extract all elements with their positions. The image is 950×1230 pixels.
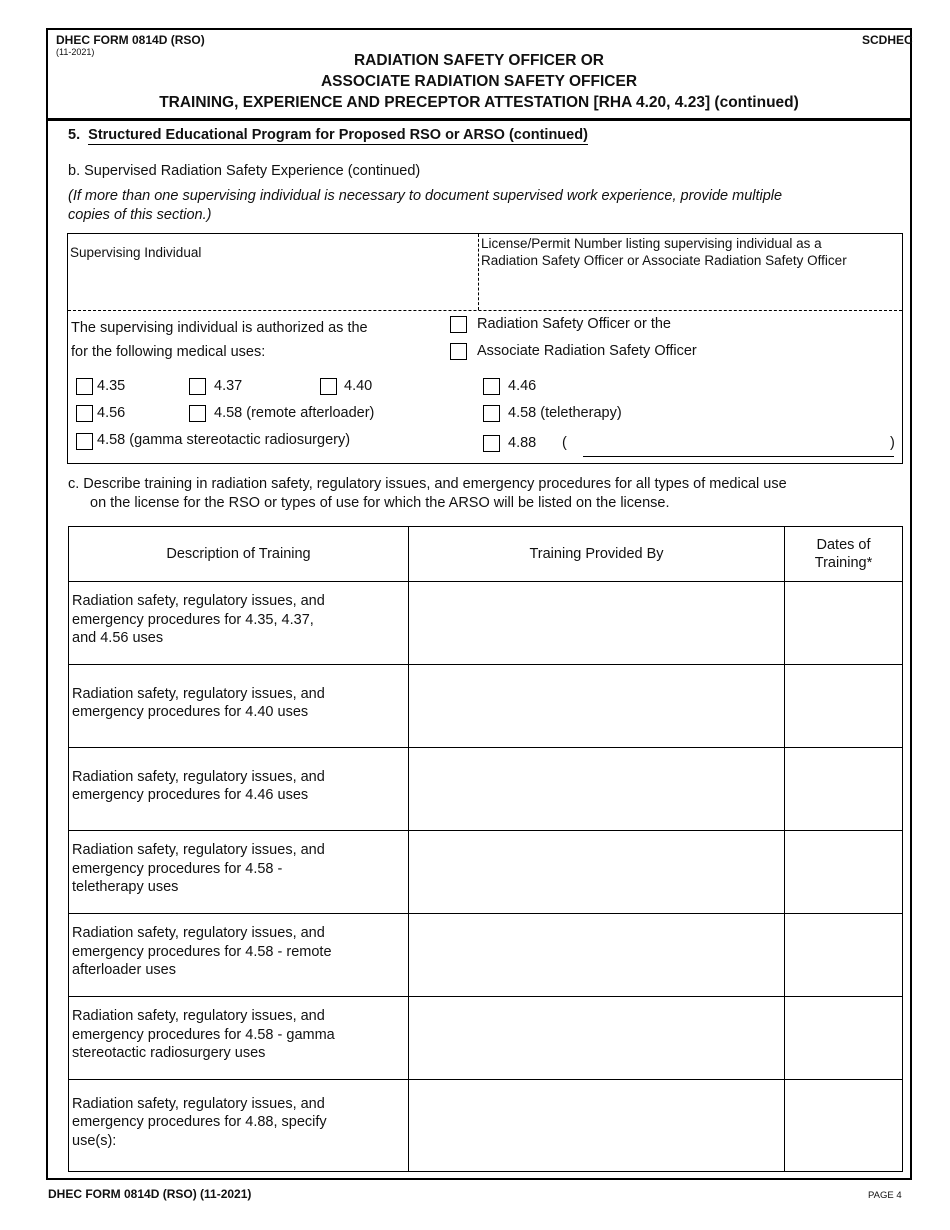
arso-checkbox[interactable] xyxy=(450,343,467,360)
use-4-35-checkbox[interactable] xyxy=(76,378,93,395)
page-number: PAGE 4 xyxy=(868,1190,902,1201)
table-row xyxy=(69,997,903,1080)
description-line: stereotactic radiosurgery uses xyxy=(72,1045,266,1062)
training-table xyxy=(68,526,903,1172)
training-table-header xyxy=(69,527,903,582)
description-line: emergency procedures for 4.46 uses xyxy=(72,787,309,803)
use-4-58-teletherapy-label: 4.58 (teletherapy) xyxy=(508,405,622,421)
use-4-56-checkbox[interactable] xyxy=(76,405,93,422)
training-provided-by-field[interactable] xyxy=(409,1080,785,1172)
section-5-heading xyxy=(68,127,588,143)
use-4-58-gamma-label: 4.58 (gamma stereotactic radiosurgery) xyxy=(97,432,351,448)
description-line: Radiation safety, regulatory issues, and xyxy=(72,842,325,859)
use-4-58-remote-afterloader-label: 4.58 (remote afterloader) xyxy=(214,405,375,421)
training-provided-by-field[interactable] xyxy=(409,748,785,831)
use-4-35-label: 4.35 xyxy=(97,378,126,394)
table-row xyxy=(69,582,903,665)
training-provided-by-field[interactable] xyxy=(409,665,785,748)
use-4-58-remote-afterloader-checkbox[interactable] xyxy=(189,405,206,422)
training-description xyxy=(69,1080,409,1172)
description-line: Radiation safety, regulatory issues, and xyxy=(72,925,325,942)
agency-name: SCDHEC xyxy=(862,33,913,47)
license-label-line2: Radiation Safety Officer or Associate Radiation Safety Officer xyxy=(481,253,847,268)
training-provided-by-field[interactable] xyxy=(409,831,785,914)
footer-form-id: DHEC FORM 0814D (RSO) (11-2021) xyxy=(48,1187,252,1201)
form-title-line3: TRAINING, EXPERIENCE AND PRECEPTOR ATTESTATION [RHA 4.20, 4.23] (continued) xyxy=(159,94,799,111)
use-4-40-checkbox[interactable] xyxy=(320,378,337,395)
description-line: Radiation safety, regulatory issues, and xyxy=(72,1095,325,1112)
use-4-37-label: 4.37 xyxy=(214,378,243,394)
header-provided-by: Training Provided By xyxy=(409,527,785,582)
supervisor-box-separator xyxy=(68,310,902,311)
table-row xyxy=(69,831,903,914)
header-dates-line1: Dates of xyxy=(816,537,871,553)
description-line: emergency procedures for 4.58 - gamma xyxy=(72,1026,335,1043)
training-dates-field[interactable] xyxy=(785,748,903,831)
description-line: afterloader uses xyxy=(72,962,176,979)
rso-checkbox-label: Radiation Safety Officer or the xyxy=(477,316,671,332)
description-line: emergency procedures for 4.58 - remote xyxy=(72,943,332,960)
supervisor-box-divider xyxy=(478,234,479,310)
subsection-c-line1: c. Describe training in radiation safety, regulatory issues, and emergency procedures for all types of medical use xyxy=(68,476,787,492)
description-line: Radiation safety, regulatory issues, and xyxy=(72,1008,325,1025)
description-line: emergency procedures for 4.35, 4.37, xyxy=(72,611,314,628)
use-4-88-paren-open: ( xyxy=(562,435,567,451)
form-title-line1: RADIATION SAFETY OFFICER OR xyxy=(353,52,604,69)
use-4-58-gamma-checkbox[interactable] xyxy=(76,433,93,450)
training-dates-field[interactable] xyxy=(785,997,903,1080)
arso-checkbox-label: Associate Radiation Safety Officer xyxy=(477,343,697,359)
authorized-text-line2: for the following medical uses: xyxy=(71,344,266,360)
training-description xyxy=(69,997,409,1080)
training-description xyxy=(69,914,409,997)
form-title-line2: ASSOCIATE RADIATION SAFETY OFFICER xyxy=(320,73,638,90)
subsection-b-note-line2: copies of this section.) xyxy=(68,207,212,223)
subsection-b-note-line1: (If more than one supervising individual is necessary to document supervised work experience, provide multiple xyxy=(68,188,783,204)
training-description xyxy=(69,748,409,831)
description-line: Radiation safety, regulatory issues, and xyxy=(72,685,325,702)
use-4-37-checkbox[interactable] xyxy=(189,378,206,395)
description-line: teletherapy uses xyxy=(72,879,179,896)
rso-checkbox[interactable] xyxy=(450,316,467,333)
training-dates-field[interactable] xyxy=(785,831,903,914)
use-4-88-label: 4.88 xyxy=(508,435,537,451)
training-dates-field[interactable] xyxy=(785,582,903,665)
use-4-88-paren-close: ) xyxy=(890,435,895,451)
training-provided-by-field[interactable] xyxy=(409,582,785,665)
training-dates-field[interactable] xyxy=(785,665,903,748)
use-4-58-teletherapy-checkbox[interactable] xyxy=(483,405,500,422)
description-line: use(s): xyxy=(72,1132,117,1149)
license-label-line1: License/Permit Number listing supervising individual as a xyxy=(481,236,822,251)
header-dates-line2: Training* xyxy=(814,555,873,571)
license-number-field[interactable] xyxy=(482,272,900,307)
description-line: emergency procedures for 4.88, specify xyxy=(72,1114,327,1131)
description-line: Radiation safety, regulatory issues, and xyxy=(72,768,325,785)
description-line: emergency procedures for 4.58 - xyxy=(72,860,283,877)
description-line: emergency procedures for 4.40 uses xyxy=(72,704,309,720)
subsection-b-heading: b. Supervised Radiation Safety Experience (continued) xyxy=(68,163,421,179)
use-4-46-label: 4.46 xyxy=(508,378,537,394)
use-4-88-checkbox[interactable] xyxy=(483,435,500,452)
description-line: Radiation safety, regulatory issues, and xyxy=(72,593,325,610)
training-dates-field[interactable] xyxy=(785,914,903,997)
subsection-c-line2: on the license for the RSO or types of use for which the ARSO will be listed on the license. xyxy=(90,495,670,511)
training-provided-by-field[interactable] xyxy=(409,997,785,1080)
supervising-individual-field[interactable] xyxy=(68,262,476,306)
form-revision: (11-2021) xyxy=(56,47,95,57)
header-divider xyxy=(46,118,912,121)
training-description xyxy=(69,665,409,748)
form-id: DHEC FORM 0814D (RSO) xyxy=(56,33,205,47)
header-dates xyxy=(785,527,903,582)
table-row xyxy=(69,1080,903,1172)
header-description: Description of Training xyxy=(69,527,409,582)
training-description xyxy=(69,582,409,665)
table-row xyxy=(69,748,903,831)
training-provided-by-field[interactable] xyxy=(409,914,785,997)
use-4-40-label: 4.40 xyxy=(344,378,373,394)
section-title: Structured Educational Program for Proposed RSO or ARSO (continued) xyxy=(88,127,588,143)
table-row xyxy=(69,914,903,997)
use-4-46-checkbox[interactable] xyxy=(483,378,500,395)
training-dates-field[interactable] xyxy=(785,1080,903,1172)
training-description xyxy=(69,831,409,914)
description-line: and 4.56 uses xyxy=(72,630,164,647)
section-number: 5. xyxy=(68,127,81,143)
supervising-individual-label: Supervising Individual xyxy=(70,245,202,260)
table-row xyxy=(69,665,903,748)
use-4-88-specify-field[interactable] xyxy=(583,437,894,457)
authorized-text-line1: The supervising individual is authorized as the xyxy=(71,320,368,336)
use-4-56-label: 4.56 xyxy=(97,405,126,421)
